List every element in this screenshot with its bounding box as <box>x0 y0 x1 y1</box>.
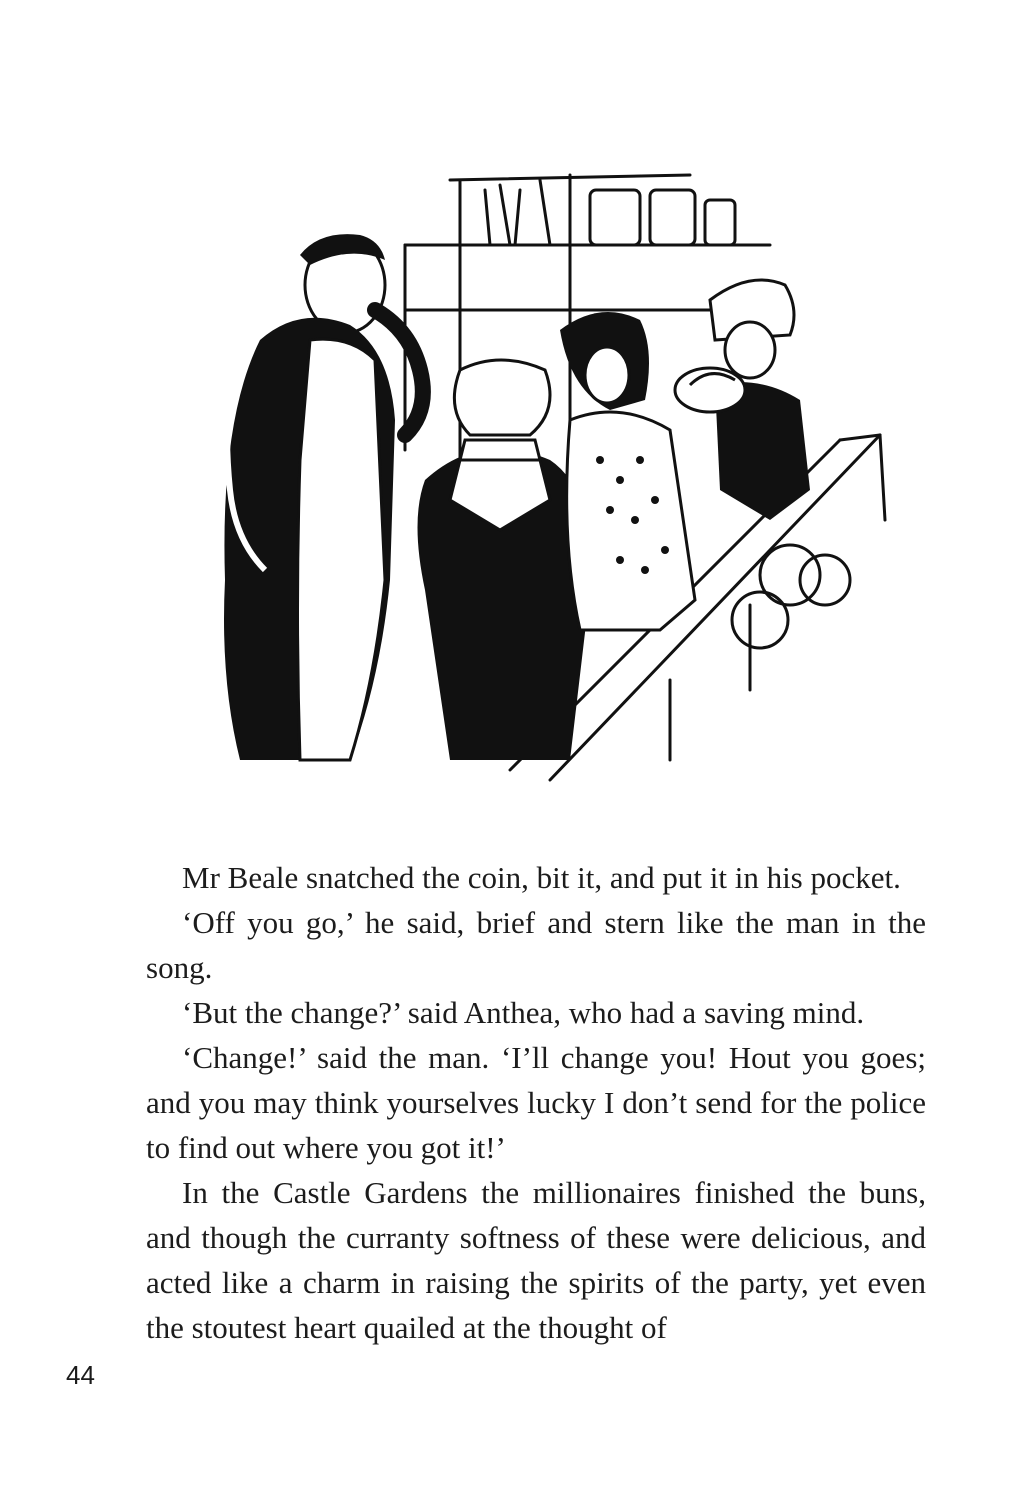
shop-scene-illustration <box>150 160 890 790</box>
page-number: 44 <box>66 1360 95 1390</box>
paragraph: ‘Change!’ said the man. ‘I’ll change you! Hout you goes; and you may think yourselves lucky I don’t send for the police to find out where you got it!’ <box>146 1040 926 1165</box>
paragraph: ‘Off you go,’ he said, brief and stern like the man in the song. <box>146 905 926 985</box>
paragraph: ‘But the change?’ said Anthea, who had a saving mind. <box>182 995 865 1030</box>
body-text <box>146 855 926 1350</box>
paragraph: Mr Beale snatched the coin, bit it, and put it in his pocket. <box>182 860 901 895</box>
paragraph: In the Castle Gardens the millionaires finished the buns, and though the curranty softness of these were delicious, and acted like a charm in raising the spirits of the party, yet even the stoutest heart quailed at the thought of <box>146 1175 926 1345</box>
